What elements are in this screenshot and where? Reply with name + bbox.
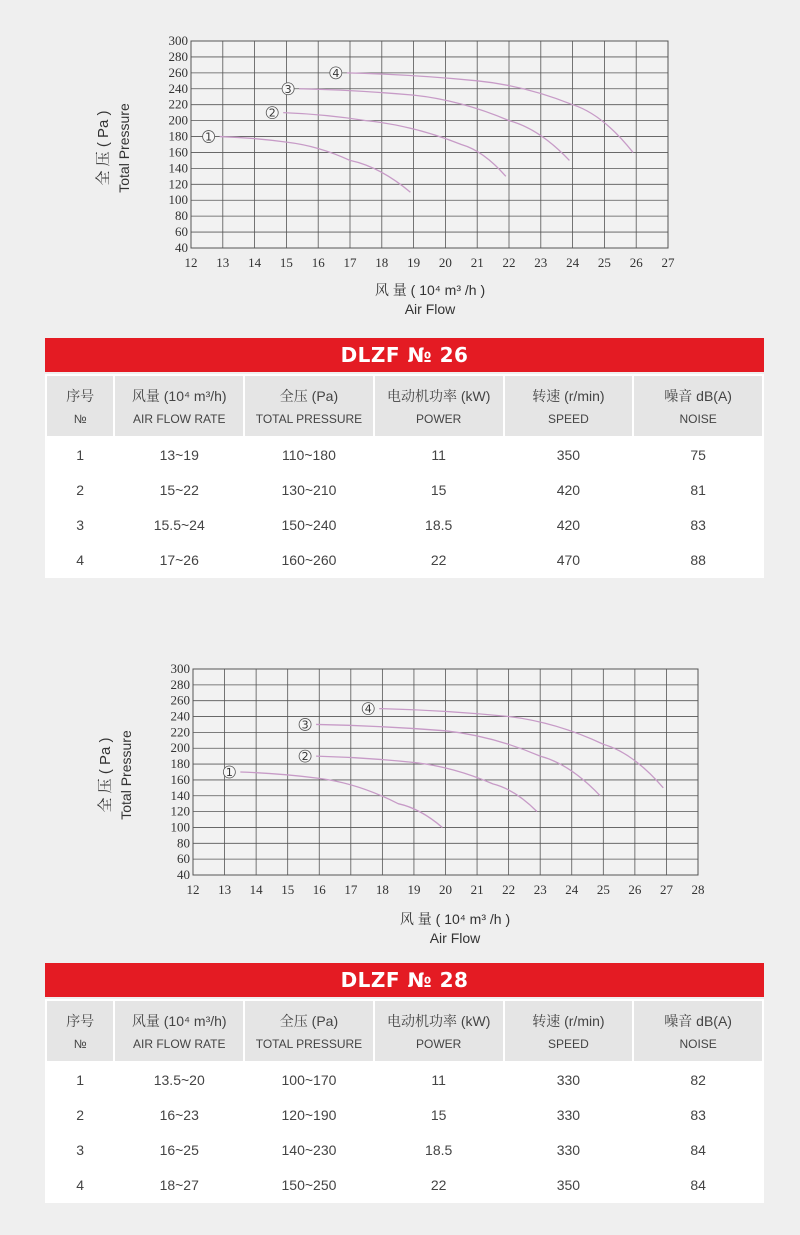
table-cell: 18~27 — [115, 1168, 243, 1201]
table-cell: 22 — [375, 543, 503, 576]
series-marker-label: 1 — [205, 130, 213, 144]
table-cell: 84 — [634, 1168, 762, 1201]
column-header — [505, 1001, 633, 1061]
table-cell: 350 — [505, 1168, 633, 1201]
column-header — [245, 1001, 373, 1061]
table-row — [47, 508, 762, 541]
series-marker-label: 3 — [284, 82, 292, 96]
table-cell: 130~210 — [245, 473, 373, 506]
table-cell: 120~190 — [245, 1098, 373, 1131]
x-tick-label: 27 — [659, 882, 673, 897]
column-header — [375, 376, 503, 436]
x-tick-label: 12 — [186, 882, 200, 897]
column-header-cn: 序号 — [66, 388, 95, 404]
y-tick-label: 300 — [168, 33, 188, 48]
table-cell: 16~25 — [115, 1133, 243, 1166]
table-cell: 350 — [505, 438, 633, 471]
table-cell: 11 — [375, 1063, 503, 1096]
pressure-flow-chart-26 — [0, 0, 800, 330]
column-header-en: TOTAL PRESSURE — [255, 1037, 363, 1051]
table-cell: 83 — [634, 1098, 762, 1131]
y-tick-label: 260 — [168, 64, 188, 80]
y-tick-label: 120 — [168, 176, 188, 192]
y-tick-label: 100 — [168, 192, 188, 208]
series-marker-label: 3 — [301, 718, 309, 732]
chart-svg-28 — [0, 627, 800, 957]
table-row — [47, 473, 762, 506]
x-tick-label: 12 — [184, 255, 198, 270]
table-cell: 16~23 — [115, 1098, 243, 1131]
column-header-en: № — [73, 412, 87, 426]
y-tick-label: 60 — [175, 224, 188, 240]
table-cell: 81 — [634, 473, 762, 506]
table-cell: 13~19 — [115, 438, 243, 471]
column-header-cn: 噪音 dB(A) — [664, 1013, 732, 1029]
table-cell: 18.5 — [375, 508, 503, 541]
y-tick-label: 140 — [168, 160, 188, 176]
y-tick-label: 60 — [177, 851, 190, 867]
table-cell: 22 — [375, 1168, 503, 1201]
column-header — [47, 1001, 113, 1061]
x-tick-label: 14 — [248, 255, 262, 270]
y-tick-label: 40 — [175, 240, 188, 255]
y-tick-label: 240 — [170, 708, 190, 724]
y-tick-label: 40 — [177, 867, 190, 882]
table-cell: 2 — [47, 473, 113, 506]
table-cell: 140~230 — [245, 1133, 373, 1166]
column-header-cn: 风量 (10⁴ m³/h) — [131, 388, 227, 404]
column-header-en: SPEED — [548, 1037, 589, 1051]
x-tick-label: 23 — [533, 882, 547, 897]
table-cell: 15.5~24 — [115, 508, 243, 541]
column-header-cn: 序号 — [66, 1013, 95, 1029]
column-header — [47, 376, 113, 436]
x-tick-label: 23 — [534, 255, 548, 270]
column-header-cn: 转速 (r/min) — [532, 1013, 605, 1029]
x-tick-label: 20 — [438, 255, 452, 270]
x-tick-label: 26 — [629, 255, 643, 270]
column-header-cn: 全压 (Pa) — [279, 388, 339, 404]
column-header — [245, 376, 373, 436]
column-header-cn: 全压 (Pa) — [279, 1013, 339, 1029]
table-cell: 75 — [634, 438, 762, 471]
x-tick-label: 25 — [596, 882, 610, 897]
y-axis-label-en: Total Pressure — [118, 730, 134, 820]
column-header-cn: 转速 (r/min) — [532, 388, 605, 404]
table-cell: 88 — [634, 543, 762, 576]
table-row — [47, 543, 762, 576]
x-axis-label-en: Air Flow — [429, 930, 481, 946]
y-tick-label: 120 — [170, 803, 190, 819]
table-row — [47, 1098, 762, 1131]
column-header — [634, 1001, 762, 1061]
x-tick-label: 16 — [312, 882, 326, 897]
table-row — [47, 1133, 762, 1166]
table-cell: 160~260 — [245, 543, 373, 576]
y-tick-label: 300 — [170, 661, 190, 676]
x-tick-label: 22 — [502, 882, 516, 897]
y-tick-label: 80 — [175, 208, 188, 224]
table-cell: 420 — [505, 473, 633, 506]
table-title-26: DLZF № 26 — [45, 338, 764, 372]
x-tick-label: 28 — [691, 882, 705, 897]
x-axis-label-cn: 风 量 ( 10⁴ m³ /h ) — [399, 911, 511, 927]
x-tick-label: 25 — [597, 255, 611, 270]
y-tick-label: 220 — [170, 724, 190, 740]
y-tick-label: 280 — [168, 48, 188, 64]
x-axis-label-en: Air Flow — [404, 301, 456, 317]
x-tick-label: 17 — [343, 255, 357, 270]
table-cell: 3 — [47, 1133, 113, 1166]
column-header-cn: 噪音 dB(A) — [664, 388, 732, 404]
column-header-cn: 风量 (10⁴ m³/h) — [131, 1013, 227, 1029]
table-cell: 13.5~20 — [115, 1063, 243, 1096]
table-cell: 15~22 — [115, 473, 243, 506]
y-tick-label: 220 — [168, 96, 188, 112]
x-tick-label: 24 — [566, 255, 580, 270]
table-cell: 1 — [47, 1063, 113, 1096]
x-tick-label: 20 — [439, 882, 452, 897]
x-tick-label: 15 — [281, 882, 295, 897]
series-marker-label: 2 — [268, 106, 276, 120]
table-cell: 15 — [375, 1098, 503, 1131]
chart-svg-26 — [0, 0, 800, 330]
table-cell: 4 — [47, 1168, 113, 1201]
column-header-en: AIR FLOW RATE — [133, 412, 226, 426]
column-header-cn: 电动机功率 (kW) — [386, 1013, 491, 1029]
y-tick-label: 160 — [168, 144, 188, 160]
series-marker-label: 4 — [332, 66, 340, 80]
table-cell: 420 — [505, 508, 633, 541]
table-cell: 3 — [47, 508, 113, 541]
x-tick-label: 19 — [407, 882, 421, 897]
table-cell: 15 — [375, 473, 503, 506]
column-header-en: SPEED — [548, 412, 589, 426]
column-header-en: № — [73, 1037, 87, 1051]
x-tick-label: 14 — [249, 882, 263, 897]
x-tick-label: 17 — [344, 882, 358, 897]
spec-table-26 — [45, 374, 764, 578]
x-tick-label: 21 — [470, 882, 484, 897]
x-tick-label: 16 — [311, 255, 325, 270]
table-title-28: DLZF № 28 — [45, 963, 764, 997]
y-tick-label: 180 — [168, 128, 188, 144]
table-cell: 150~240 — [245, 508, 373, 541]
series-marker-label: 4 — [364, 702, 372, 716]
series-marker-label: 2 — [301, 750, 309, 764]
y-tick-label: 140 — [170, 787, 190, 803]
table-cell: 84 — [634, 1133, 762, 1166]
table-cell: 17~26 — [115, 543, 243, 576]
series-marker-label: 1 — [225, 766, 233, 779]
x-axis-label-cn: 风 量 ( 10⁴ m³ /h ) — [374, 282, 486, 298]
column-header-cn: 电动机功率 (kW) — [386, 388, 491, 404]
x-tick-label: 13 — [218, 882, 232, 897]
y-tick-label: 280 — [170, 676, 190, 692]
table-row — [47, 438, 762, 471]
table-cell: 330 — [505, 1063, 633, 1096]
y-tick-label: 240 — [168, 80, 188, 96]
y-tick-label: 200 — [168, 112, 188, 128]
column-header — [115, 1001, 243, 1061]
pressure-flow-chart-28 — [0, 627, 800, 957]
y-tick-label: 160 — [170, 771, 190, 787]
x-tick-label: 24 — [565, 882, 579, 897]
y-tick-label: 200 — [170, 740, 190, 756]
x-tick-label: 19 — [407, 255, 421, 270]
x-tick-label: 27 — [661, 255, 675, 270]
x-tick-label: 18 — [375, 882, 389, 897]
column-header — [634, 376, 762, 436]
x-tick-label: 26 — [628, 882, 642, 897]
column-header-en: NOISE — [679, 412, 717, 426]
table-cell: 18.5 — [375, 1133, 503, 1166]
y-axis-label-cn: 全 压 ( Pa ) — [97, 737, 114, 813]
y-tick-label: 100 — [170, 819, 190, 835]
column-header-en: AIR FLOW RATE — [133, 1037, 226, 1051]
x-tick-label: 21 — [470, 255, 484, 270]
table-row — [47, 1063, 762, 1096]
column-header-en: NOISE — [679, 1037, 717, 1051]
table-cell: 1 — [47, 438, 113, 471]
column-header — [115, 376, 243, 436]
table-cell: 82 — [634, 1063, 762, 1096]
column-header — [375, 1001, 503, 1061]
x-tick-label: 13 — [216, 255, 230, 270]
table-cell: 470 — [505, 543, 633, 576]
x-tick-label: 18 — [375, 255, 389, 270]
table-cell: 2 — [47, 1098, 113, 1131]
table-header-row — [47, 1001, 762, 1061]
y-axis-label-cn: 全 压 ( Pa ) — [95, 110, 112, 186]
table-cell: 83 — [634, 508, 762, 541]
table-row — [47, 1168, 762, 1201]
column-header-en: TOTAL PRESSURE — [255, 412, 363, 426]
y-tick-label: 80 — [177, 835, 190, 851]
table-cell: 330 — [505, 1098, 633, 1131]
table-cell: 11 — [375, 438, 503, 471]
y-axis-label-en: Total Pressure — [116, 103, 132, 193]
plot-area — [191, 41, 668, 248]
table-header-row — [47, 376, 762, 436]
x-tick-label: 22 — [502, 255, 516, 270]
table-cell: 4 — [47, 543, 113, 576]
spec-table-28 — [45, 999, 764, 1203]
table-cell: 100~170 — [245, 1063, 373, 1096]
column-header-en: POWER — [416, 412, 462, 426]
table-cell: 110~180 — [245, 438, 373, 471]
column-header-en: POWER — [416, 1037, 462, 1051]
column-header — [505, 376, 633, 436]
table-cell: 330 — [505, 1133, 633, 1166]
table-cell: 150~250 — [245, 1168, 373, 1201]
y-tick-label: 260 — [170, 692, 190, 708]
x-tick-label: 15 — [279, 255, 293, 270]
y-tick-label: 180 — [170, 756, 190, 772]
